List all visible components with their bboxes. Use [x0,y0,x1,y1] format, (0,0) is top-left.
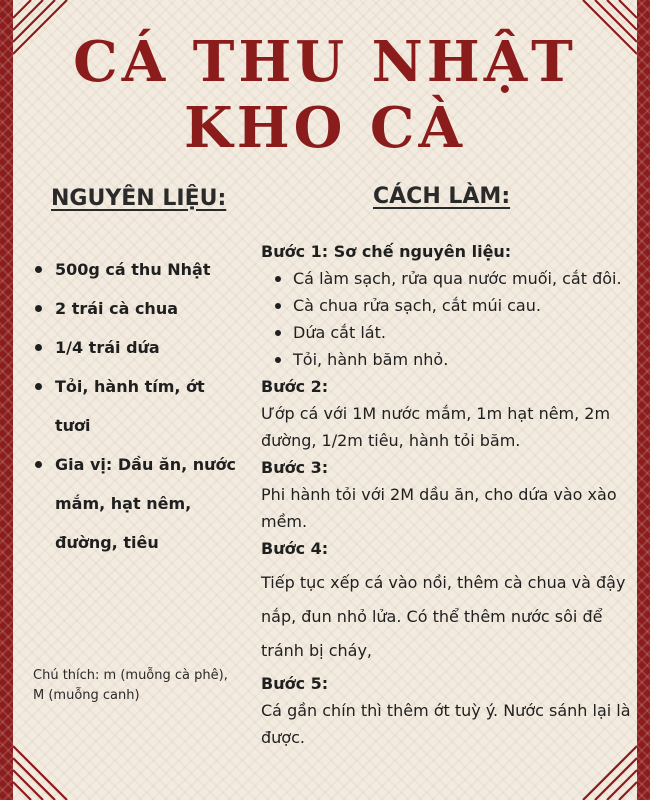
ingredient-item: Tỏi, hành tím, ớt tươi [31,367,241,445]
method-heading: CÁCH LÀM: [373,184,511,209]
method-steps [261,238,631,751]
step-4-title: Bước 4: [261,539,329,558]
step-1-item: Cá làm sạch, rửa qua nước muối, cắt đôi. [261,265,631,292]
ingredients-heading: NGUYÊN LIỆU: [51,186,227,211]
footnote: Chú thích: m (muỗng cà phê), M (muỗng canh) [33,668,228,703]
recipe-card [13,0,637,800]
step-5-body: Cá gần chín thì thêm ớt tuỳ ý. Nước sánh lại là được. [261,701,631,747]
page-title-line-2: KHO CÀ [184,95,466,161]
step-1-title: Bước 1: Sơ chế nguyên liệu: [261,242,512,261]
step-3-body: Phi hành tỏi với 2M dầu ăn, cho dứa vào xào mềm. [261,485,617,531]
step-1-item: Tỏi, hành băm nhỏ. [261,346,631,373]
step-3-title: Bước 3: [261,458,329,477]
ingredient-item: Gia vị: Dầu ăn, nước mắm, hạt nêm, đường, tiêu [31,445,241,562]
corner-ornament-bottom-left [13,730,83,800]
step-2-title: Bước 2: [261,377,329,396]
step-5-title: Bước 5: [261,674,329,693]
ingredient-item: 2 trái cà chua [31,289,241,328]
ingredient-item: 1/4 trái dứa [31,328,241,367]
step-1-item: Cà chua rửa sạch, cắt múi cau. [261,292,631,319]
ingredients-list [31,250,241,562]
step-1-item: Dứa cắt lát. [261,319,631,346]
step-4-body: Tiếp tục xếp cá vào nồi, thêm cà chua và đậy nắp, đun nhỏ lửa. Có thể thêm nước sôi để tránh bị cháy, [261,573,626,660]
ingredient-item: 500g cá thu Nhật [31,250,241,289]
step-2-body: Ướp cá với 1M nước mắm, 1m hạt nêm, 2m đường, 1/2m tiêu, hành tỏi băm. [261,404,611,450]
page-title-line-1: CÁ THU NHẬT [73,29,577,95]
step-1-list [261,265,631,373]
